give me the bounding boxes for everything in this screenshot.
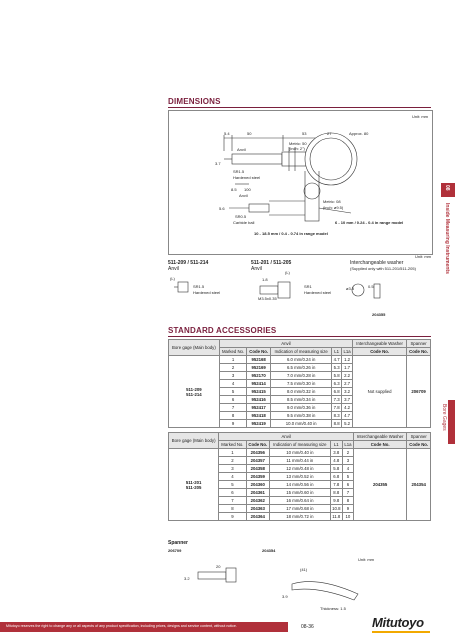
table-cell: 204358 xyxy=(246,465,270,473)
table-cell: 12 mm/0.48 in xyxy=(270,465,331,473)
washer-code: 204355 xyxy=(372,312,386,317)
table-cell: 2 xyxy=(219,457,246,465)
col-l1: L1 xyxy=(332,348,342,356)
spanner-code-1: 206709 xyxy=(168,548,182,553)
table-cell: 3.8 xyxy=(330,449,342,457)
table-cell: 8.5 mm/0.34 in xyxy=(271,396,332,404)
table-cell: 952419 xyxy=(247,420,271,428)
col-l1a: L1a xyxy=(344,442,352,447)
table-cell: 7 xyxy=(219,404,246,412)
range-label-1: 6 - 10 mm / 0.24 - 0.4 in range model xyxy=(335,220,404,225)
col-washer: Interchangeable Washer xyxy=(353,340,407,348)
accessories-title: STANDARD ACCESSORIES xyxy=(168,326,277,335)
table-cell: 9.5 mm/0.38 in xyxy=(271,412,332,420)
table-cell: 9.0 mm/0.36 in xyxy=(271,404,332,412)
col-bore: Bore gage (Main body) xyxy=(169,433,219,449)
table-cell: 7.8 xyxy=(333,405,340,410)
table-cell: 4.8 xyxy=(330,457,342,465)
table-cell: 6 xyxy=(219,489,246,497)
table-cell: 8.3 xyxy=(333,413,340,418)
dim-5-6: 5.6 xyxy=(219,206,225,211)
table-cell: 13 mm/0.52 in xyxy=(270,473,331,481)
table-cell: 1 xyxy=(219,449,246,457)
table-cell: 5 xyxy=(342,473,353,481)
table-cell: 4.2 xyxy=(342,404,353,412)
col-anvil: Anvil xyxy=(219,433,354,441)
table-cell: 952169 xyxy=(247,364,271,372)
col-code3: Code No. xyxy=(407,441,431,449)
table-cell: 204357 xyxy=(246,457,270,465)
table-cell: 4.7 xyxy=(342,412,353,420)
table-cell: 3.7 xyxy=(342,396,353,404)
table-cell: 3.2 xyxy=(342,388,353,396)
dim-100: 100 xyxy=(244,187,251,192)
anvil-label: Anvil xyxy=(237,147,246,152)
table-cell: 1.7 xyxy=(342,364,353,372)
dimensions-unit: Unit: mm xyxy=(412,114,428,119)
table-cell: 204364 xyxy=(246,513,270,521)
table-cell: 5.8 xyxy=(330,465,342,473)
anvil2-dim: (L) xyxy=(285,270,290,275)
anvil-label-2: Anvil xyxy=(239,193,248,198)
section-label: Inside Measuring Instruments xyxy=(444,203,450,274)
anvils-unit: Unit: mm xyxy=(415,254,431,259)
metric-label-2: Metric: 08 xyxy=(323,199,341,204)
spanner-dim-b: 3.2 xyxy=(184,576,190,581)
table-cell: 3 xyxy=(219,372,246,380)
table-row xyxy=(169,356,431,364)
dim-3-7: 3.7 xyxy=(215,161,221,166)
table-cell: 5.8 xyxy=(333,373,340,378)
page-num: 08 xyxy=(444,185,450,191)
table-cell: 9.8 xyxy=(330,497,342,505)
anvil2-sr: SR1 xyxy=(304,284,312,289)
table-cell: 952168 xyxy=(247,356,271,364)
table-cell: 18 mm/0.72 in xyxy=(270,513,331,521)
spanner-cell: 206709 xyxy=(407,356,431,428)
table-cell: 15 mm/0.60 in xyxy=(270,489,331,497)
dim-approx-80: Approx. 80 xyxy=(349,131,369,136)
sr-1-5-label: SR1.5 xyxy=(233,169,245,174)
spanner-unit: Unit: mm xyxy=(358,557,374,562)
anvil2-material: Hardened steel xyxy=(304,290,332,295)
table-cell: 6.5 mm/0.26 in xyxy=(271,364,332,372)
mitutoyo-logo: Mitutoyo xyxy=(372,615,424,630)
table-cell: 6 xyxy=(342,481,353,489)
table-cell: 1 xyxy=(219,356,246,364)
table-cell: 952417 xyxy=(247,404,271,412)
dimensions-title-rule xyxy=(168,107,431,108)
table-cell: 4 xyxy=(219,473,246,481)
table-cell: 7 xyxy=(342,489,353,497)
dim-8-5: 8.5 xyxy=(231,187,237,192)
col-code3: Code No. xyxy=(407,348,431,356)
table-cell: 7.8 xyxy=(330,481,342,489)
table-row xyxy=(169,449,431,457)
spanner-dim-d: 3.9 xyxy=(282,594,288,599)
washer-diameter: ø3.8 xyxy=(346,286,355,291)
anvil1-material: Hardened steel xyxy=(193,290,221,295)
table-cell: 204359 xyxy=(246,473,270,481)
subsection-label: Bore Gages xyxy=(441,404,447,431)
table-cell: 6.3 xyxy=(333,381,340,386)
washer-cell: Not supplied xyxy=(353,356,407,428)
dim-27: 27 xyxy=(327,131,332,136)
table-cell: 7.0 mm/0.28 in xyxy=(271,372,332,380)
table-cell: 10 mm/0.40 in xyxy=(270,449,331,457)
dimensions-panel xyxy=(168,110,433,255)
table-cell: 6 xyxy=(219,396,246,404)
table-cell: 204356 xyxy=(246,449,270,457)
table-cell: 11.8 xyxy=(330,513,342,521)
table-cell: 4 xyxy=(219,380,246,388)
footer-disclaimer: Mitutoyo reserves the right to change any or all aspects of any product specification, including prices, designs and service content, without notice. xyxy=(6,624,237,628)
washer-note: (Supplied only with 511-201/511-205) xyxy=(350,266,416,271)
anvil1-name: Anvil xyxy=(168,266,179,272)
model-cell: 511-201 511-205 xyxy=(169,449,219,521)
footer-page: 08-36 xyxy=(301,624,314,630)
table-cell: 2.2 xyxy=(342,372,353,380)
table-cell: 5.2 xyxy=(342,420,353,428)
anvil2-name: Anvil xyxy=(251,266,262,272)
table-cell: 8.0 mm/0.32 in xyxy=(271,388,332,396)
table-cell: 8 xyxy=(219,412,246,420)
table-cell: 5.3 xyxy=(333,365,340,370)
logo-underline xyxy=(372,631,430,633)
washer-thickness: 0.5 xyxy=(368,284,374,289)
table-cell: 2 xyxy=(219,364,246,372)
table-cell: 4 xyxy=(342,465,353,473)
table-cell: 204360 xyxy=(246,481,270,489)
table-cell: 5 xyxy=(219,481,246,489)
table-cell: 10.8 xyxy=(332,506,341,511)
table-cell: 952414 xyxy=(247,380,271,388)
spanner-drawings xyxy=(168,556,431,610)
table-cell: 4.7 xyxy=(333,357,340,362)
col-bore: Bore gage (Main body) xyxy=(169,340,220,356)
col-code2: Code No. xyxy=(353,348,407,356)
col-l1a: L1a xyxy=(343,349,351,354)
col-code2: Code No. xyxy=(353,441,407,449)
spanner-dim-c: (41) xyxy=(300,567,308,572)
table-cell: 8.8 xyxy=(333,421,340,426)
col-washer: Interchangeable Washer xyxy=(353,433,407,441)
anvil1-sr: SR1.5 xyxy=(193,284,205,289)
table-cell: 952418 xyxy=(247,412,271,420)
table-cell: 952170 xyxy=(247,372,271,380)
table-cell: 9 xyxy=(342,505,353,513)
table-cell: 9 xyxy=(219,420,246,428)
table-cell: 7 xyxy=(219,497,246,505)
table-cell: 14 mm/0.56 in xyxy=(270,481,331,489)
carbide-ball-label: Carbide ball xyxy=(233,220,255,225)
metric-label: Metric: 50 xyxy=(289,141,307,146)
spanner-dim-a: 20 xyxy=(216,564,221,569)
table-cell: 5 xyxy=(219,388,246,396)
dimensions-title: DIMENSIONS xyxy=(168,97,221,106)
table-cell: 3 xyxy=(219,465,246,473)
table-cell: 204362 xyxy=(246,497,270,505)
table-cell: 1.2 xyxy=(342,356,353,364)
anvil1-model: 511-209 / 511-214 xyxy=(168,260,209,266)
col-indication: Indication of measuring size xyxy=(271,348,332,356)
anvil2-width: 1.8 xyxy=(262,277,268,282)
dim-53: 53 xyxy=(302,131,307,136)
table-cell: 11 mm/0.44 in xyxy=(270,457,331,465)
anvil1-dim: (L) xyxy=(170,276,175,281)
table-cell: 7.5 mm/0.30 in xyxy=(271,380,332,388)
inch-label: (inch: 2") xyxy=(289,146,305,151)
table-cell: 6.0 mm/0.24 in xyxy=(271,356,332,364)
washer-name: Interchangeable washer xyxy=(350,260,404,266)
accessories-table-2 xyxy=(168,432,431,521)
spanner-code-2: 204354 xyxy=(262,548,276,553)
table-cell: 10 xyxy=(342,513,353,521)
model-cell: 511-209 511-214 xyxy=(169,356,220,428)
col-marked: Marked No. xyxy=(219,348,246,356)
hardened-steel-label: Hardened steel xyxy=(233,175,261,180)
table-cell: 9 xyxy=(219,513,246,521)
col-code: Code No. xyxy=(246,441,270,449)
table-cell: 2 xyxy=(342,449,353,457)
col-marked: Marked No. xyxy=(219,441,246,449)
range-label-2: 10 - 18.5 mm / 0.4 - 0.74 in range model xyxy=(254,231,328,236)
table-cell: 952415 xyxy=(247,388,271,396)
table-cell: 17 mm/0.68 in xyxy=(270,505,331,513)
col-indication: Indication of measuring size xyxy=(270,441,331,449)
dim-50: 50 xyxy=(247,131,252,136)
table-cell: 10.0 mm/0.40 in xyxy=(271,420,332,428)
dim-5-4: 5.4 xyxy=(224,131,230,136)
table-cell: 204361 xyxy=(246,489,270,497)
inch-label-2: (inch: ø9.5) xyxy=(323,205,344,210)
anvil2-model: 511-201 / 511-205 xyxy=(251,260,292,266)
table-cell: 3 xyxy=(342,457,353,465)
spanner-cell: 204354 xyxy=(407,449,431,521)
col-anvil: Anvil xyxy=(219,340,352,348)
accessories-table-1 xyxy=(168,339,431,428)
table-cell: 7.3 xyxy=(333,397,340,402)
table-cell: 6.8 xyxy=(333,389,340,394)
washer-cell: 204355 xyxy=(353,449,407,521)
spanner-title: Spanner xyxy=(168,540,189,546)
table-cell: 8 xyxy=(342,497,353,505)
col-l1: L1 xyxy=(330,441,342,449)
col-code: Code No. xyxy=(247,348,271,356)
sr-0-5-label: SR0.5 xyxy=(235,214,247,219)
table-cell: 16 mm/0.64 in xyxy=(270,497,331,505)
accessories-title-rule xyxy=(168,336,431,337)
col-spanner: Spanner xyxy=(407,340,431,348)
anvil2-thread: M3.5x0.35 xyxy=(258,296,277,301)
spanner-thickness: Thickness: 1.5 xyxy=(320,606,346,611)
table-cell: 6.8 xyxy=(330,473,342,481)
table-cell: 2.7 xyxy=(342,380,353,388)
table-cell: 952416 xyxy=(247,396,271,404)
table-cell: 8 xyxy=(219,505,246,513)
table-cell: 204363 xyxy=(246,505,270,513)
col-spanner: Spanner xyxy=(407,433,431,441)
subsection-block xyxy=(448,400,455,444)
table-cell: 8.8 xyxy=(330,489,342,497)
